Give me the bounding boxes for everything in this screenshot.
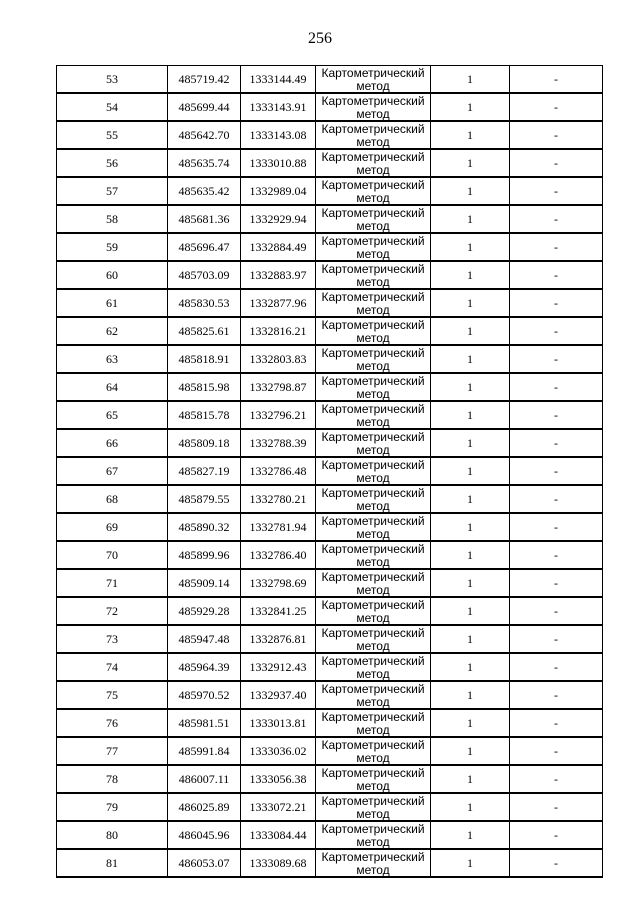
- y-coordinate-cell: 1333010.88: [241, 149, 316, 177]
- note-cell: -: [510, 373, 603, 401]
- x-coordinate-cell: 485981.51: [168, 709, 241, 737]
- note-cell: -: [510, 177, 603, 205]
- y-coordinate-cell: 1332780.21: [241, 485, 316, 513]
- table-row: [57, 485, 603, 513]
- precision-cell: 1: [431, 625, 510, 653]
- table-row: [57, 177, 603, 205]
- precision-cell: 1: [431, 317, 510, 345]
- y-coordinate-cell: 1332798.87: [241, 373, 316, 401]
- table-row: [57, 653, 603, 681]
- x-coordinate-cell: 485818.91: [168, 345, 241, 373]
- note-cell: -: [510, 737, 603, 765]
- method-cell: [316, 821, 431, 849]
- method-text: Картометрический метод: [321, 542, 425, 568]
- y-coordinate-cell: 1332937.40: [241, 681, 316, 709]
- x-coordinate-cell: 485696.47: [168, 233, 241, 261]
- method-cell: [316, 457, 431, 485]
- method-text: Картометрический метод: [321, 178, 425, 204]
- note-cell: -: [510, 261, 603, 289]
- point-number-cell: 65: [57, 401, 168, 429]
- precision-cell: 1: [431, 401, 510, 429]
- note-cell: -: [510, 569, 603, 597]
- method-cell: [316, 149, 431, 177]
- precision-cell: 1: [431, 457, 510, 485]
- table-row: [57, 513, 603, 541]
- note-cell: -: [510, 66, 603, 94]
- point-number-cell: 56: [57, 149, 168, 177]
- method-cell: [316, 597, 431, 625]
- point-number-cell: 72: [57, 597, 168, 625]
- point-number-cell: 68: [57, 485, 168, 513]
- method-text: Картометрический метод: [321, 570, 425, 596]
- note-cell: -: [510, 205, 603, 233]
- note-cell: -: [510, 233, 603, 261]
- method-cell: [316, 66, 431, 94]
- table-row: [57, 205, 603, 233]
- y-coordinate-cell: 1333143.08: [241, 121, 316, 149]
- point-number-cell: 75: [57, 681, 168, 709]
- method-text: Картометрический метод: [321, 822, 425, 848]
- method-cell: [316, 653, 431, 681]
- y-coordinate-cell: 1332876.81: [241, 625, 316, 653]
- note-cell: -: [510, 541, 603, 569]
- point-number-cell: 78: [57, 765, 168, 793]
- method-text: Картометрический метод: [321, 850, 425, 876]
- method-text: Картометрический метод: [321, 794, 425, 820]
- x-coordinate-cell: 485809.18: [168, 429, 241, 457]
- x-coordinate-cell: 486007.11: [168, 765, 241, 793]
- y-coordinate-cell: 1332798.69: [241, 569, 316, 597]
- method-text: Картометрический метод: [321, 318, 425, 344]
- x-coordinate-cell: 485815.98: [168, 373, 241, 401]
- method-cell: [316, 569, 431, 597]
- method-cell: [316, 765, 431, 793]
- precision-cell: 1: [431, 261, 510, 289]
- method-text: Картометрический метод: [321, 486, 425, 512]
- precision-cell: 1: [431, 653, 510, 681]
- point-number-cell: 80: [57, 821, 168, 849]
- point-number-cell: 59: [57, 233, 168, 261]
- method-text: Картометрический метод: [321, 654, 425, 680]
- x-coordinate-cell: 485991.84: [168, 737, 241, 765]
- precision-cell: 1: [431, 149, 510, 177]
- x-coordinate-cell: 485719.42: [168, 66, 241, 94]
- table-row: [57, 149, 603, 177]
- note-cell: -: [510, 401, 603, 429]
- point-number-cell: 55: [57, 121, 168, 149]
- y-coordinate-cell: 1333143.91: [241, 93, 316, 121]
- note-cell: -: [510, 457, 603, 485]
- method-cell: [316, 345, 431, 373]
- x-coordinate-cell: 485635.74: [168, 149, 241, 177]
- note-cell: -: [510, 485, 603, 513]
- y-coordinate-cell: 1332788.39: [241, 429, 316, 457]
- precision-cell: 1: [431, 681, 510, 709]
- point-number-cell: 77: [57, 737, 168, 765]
- method-cell: [316, 429, 431, 457]
- precision-cell: 1: [431, 429, 510, 457]
- x-coordinate-cell: 485890.32: [168, 513, 241, 541]
- y-coordinate-cell: 1332883.97: [241, 261, 316, 289]
- point-number-cell: 71: [57, 569, 168, 597]
- method-cell: [316, 485, 431, 513]
- table-row: [57, 401, 603, 429]
- point-number-cell: 67: [57, 457, 168, 485]
- method-text: Картометрический метод: [321, 290, 425, 316]
- method-cell: [316, 289, 431, 317]
- note-cell: -: [510, 513, 603, 541]
- precision-cell: 1: [431, 289, 510, 317]
- method-text: Картометрический метод: [321, 710, 425, 736]
- method-cell: [316, 681, 431, 709]
- y-coordinate-cell: 1332781.94: [241, 513, 316, 541]
- point-number-cell: 57: [57, 177, 168, 205]
- table-row: [57, 709, 603, 737]
- method-cell: [316, 121, 431, 149]
- x-coordinate-cell: 486045.96: [168, 821, 241, 849]
- method-cell: [316, 793, 431, 821]
- precision-cell: 1: [431, 345, 510, 373]
- note-cell: -: [510, 765, 603, 793]
- table-row: [57, 821, 603, 849]
- x-coordinate-cell: 485929.28: [168, 597, 241, 625]
- precision-cell: 1: [431, 485, 510, 513]
- y-coordinate-cell: 1333056.38: [241, 765, 316, 793]
- y-coordinate-cell: 1332803.83: [241, 345, 316, 373]
- y-coordinate-cell: 1333036.02: [241, 737, 316, 765]
- x-coordinate-cell: 485635.42: [168, 177, 241, 205]
- table-row: [57, 373, 603, 401]
- method-cell: [316, 737, 431, 765]
- x-coordinate-cell: 485681.36: [168, 205, 241, 233]
- table-row: [57, 765, 603, 793]
- note-cell: -: [510, 597, 603, 625]
- point-number-cell: 54: [57, 93, 168, 121]
- x-coordinate-cell: 485827.19: [168, 457, 241, 485]
- method-cell: [316, 205, 431, 233]
- method-cell: [316, 541, 431, 569]
- table-row: [57, 66, 603, 94]
- precision-cell: 1: [431, 121, 510, 149]
- point-number-cell: 73: [57, 625, 168, 653]
- precision-cell: 1: [431, 513, 510, 541]
- table-row: [57, 681, 603, 709]
- note-cell: -: [510, 709, 603, 737]
- y-coordinate-cell: 1332912.43: [241, 653, 316, 681]
- point-number-cell: 76: [57, 709, 168, 737]
- table-row: [57, 93, 603, 121]
- point-number-cell: 66: [57, 429, 168, 457]
- table-row: [57, 625, 603, 653]
- note-cell: -: [510, 625, 603, 653]
- note-cell: -: [510, 793, 603, 821]
- y-coordinate-cell: 1332786.40: [241, 541, 316, 569]
- x-coordinate-cell: 485947.48: [168, 625, 241, 653]
- y-coordinate-cell: 1332841.25: [241, 597, 316, 625]
- y-coordinate-cell: 1332877.96: [241, 289, 316, 317]
- note-cell: -: [510, 289, 603, 317]
- point-number-cell: 74: [57, 653, 168, 681]
- x-coordinate-cell: 485830.53: [168, 289, 241, 317]
- point-number-cell: 63: [57, 345, 168, 373]
- note-cell: -: [510, 93, 603, 121]
- x-coordinate-cell: 485825.61: [168, 317, 241, 345]
- method-text: Картометрический метод: [321, 94, 425, 120]
- table-row: [57, 345, 603, 373]
- table-row: [57, 317, 603, 345]
- y-coordinate-cell: 1333013.81: [241, 709, 316, 737]
- coordinates-table-body: [57, 66, 603, 878]
- method-cell: [316, 849, 431, 877]
- precision-cell: 1: [431, 597, 510, 625]
- precision-cell: 1: [431, 66, 510, 94]
- method-cell: [316, 401, 431, 429]
- precision-cell: 1: [431, 373, 510, 401]
- method-cell: [316, 93, 431, 121]
- precision-cell: 1: [431, 177, 510, 205]
- point-number-cell: 61: [57, 289, 168, 317]
- y-coordinate-cell: 1332796.21: [241, 401, 316, 429]
- coordinates-table: [56, 65, 603, 878]
- table-row: [57, 849, 603, 877]
- method-cell: [316, 317, 431, 345]
- method-cell: [316, 261, 431, 289]
- note-cell: -: [510, 653, 603, 681]
- point-number-cell: 62: [57, 317, 168, 345]
- point-number-cell: 81: [57, 849, 168, 877]
- method-text: Картометрический метод: [321, 514, 425, 540]
- method-text: Картометрический метод: [321, 682, 425, 708]
- table-row: [57, 737, 603, 765]
- method-text: Картометрический метод: [321, 262, 425, 288]
- method-text: Картометрический метод: [321, 458, 425, 484]
- method-cell: [316, 513, 431, 541]
- x-coordinate-cell: 485703.09: [168, 261, 241, 289]
- table-row: [57, 457, 603, 485]
- method-cell: [316, 233, 431, 261]
- method-text: Картометрический метод: [321, 374, 425, 400]
- table-row: [57, 429, 603, 457]
- y-coordinate-cell: 1333089.68: [241, 849, 316, 877]
- x-coordinate-cell: 485964.39: [168, 653, 241, 681]
- method-cell: [316, 709, 431, 737]
- x-coordinate-cell: 485642.70: [168, 121, 241, 149]
- note-cell: -: [510, 681, 603, 709]
- method-text: Картометрический метод: [321, 206, 425, 232]
- table-row: [57, 541, 603, 569]
- note-cell: -: [510, 849, 603, 877]
- method-text: Картометрический метод: [321, 66, 425, 92]
- table-row: [57, 597, 603, 625]
- note-cell: -: [510, 149, 603, 177]
- precision-cell: 1: [431, 569, 510, 597]
- precision-cell: 1: [431, 849, 510, 877]
- table-row: [57, 793, 603, 821]
- precision-cell: 1: [431, 793, 510, 821]
- note-cell: -: [510, 345, 603, 373]
- x-coordinate-cell: 485879.55: [168, 485, 241, 513]
- table-row: [57, 569, 603, 597]
- y-coordinate-cell: 1332816.21: [241, 317, 316, 345]
- precision-cell: 1: [431, 821, 510, 849]
- note-cell: -: [510, 821, 603, 849]
- point-number-cell: 64: [57, 373, 168, 401]
- method-cell: [316, 625, 431, 653]
- x-coordinate-cell: 485899.96: [168, 541, 241, 569]
- page-number: 256: [308, 30, 332, 47]
- method-text: Картометрический метод: [321, 122, 425, 148]
- method-text: Картометрический метод: [321, 150, 425, 176]
- method-text: Картометрический метод: [321, 738, 425, 764]
- precision-cell: 1: [431, 541, 510, 569]
- method-text: Картометрический метод: [321, 402, 425, 428]
- table-row: [57, 289, 603, 317]
- precision-cell: 1: [431, 709, 510, 737]
- y-coordinate-cell: 1332989.04: [241, 177, 316, 205]
- y-coordinate-cell: 1332929.94: [241, 205, 316, 233]
- x-coordinate-cell: 485815.78: [168, 401, 241, 429]
- method-text: Картометрический метод: [321, 346, 425, 372]
- precision-cell: 1: [431, 93, 510, 121]
- y-coordinate-cell: 1332786.48: [241, 457, 316, 485]
- table-row: [57, 233, 603, 261]
- x-coordinate-cell: 485699.44: [168, 93, 241, 121]
- y-coordinate-cell: 1332884.49: [241, 233, 316, 261]
- method-cell: [316, 373, 431, 401]
- x-coordinate-cell: 486053.07: [168, 849, 241, 877]
- method-text: Картометрический метод: [321, 626, 425, 652]
- point-number-cell: 60: [57, 261, 168, 289]
- point-number-cell: 58: [57, 205, 168, 233]
- y-coordinate-cell: 1333072.21: [241, 793, 316, 821]
- x-coordinate-cell: 485909.14: [168, 569, 241, 597]
- note-cell: -: [510, 429, 603, 457]
- method-text: Картометрический метод: [321, 766, 425, 792]
- method-text: Картометрический метод: [321, 430, 425, 456]
- point-number-cell: 53: [57, 66, 168, 94]
- point-number-cell: 70: [57, 541, 168, 569]
- y-coordinate-cell: 1333144.49: [241, 66, 316, 94]
- precision-cell: 1: [431, 737, 510, 765]
- note-cell: -: [510, 121, 603, 149]
- y-coordinate-cell: 1333084.44: [241, 821, 316, 849]
- precision-cell: 1: [431, 765, 510, 793]
- precision-cell: 1: [431, 233, 510, 261]
- method-text: Картометрический метод: [321, 598, 425, 624]
- note-cell: -: [510, 317, 603, 345]
- point-number-cell: 69: [57, 513, 168, 541]
- method-cell: [316, 177, 431, 205]
- table-row: [57, 121, 603, 149]
- point-number-cell: 79: [57, 793, 168, 821]
- table-row: [57, 261, 603, 289]
- x-coordinate-cell: 485970.52: [168, 681, 241, 709]
- x-coordinate-cell: 486025.89: [168, 793, 241, 821]
- precision-cell: 1: [431, 205, 510, 233]
- method-text: Картометрический метод: [321, 234, 425, 260]
